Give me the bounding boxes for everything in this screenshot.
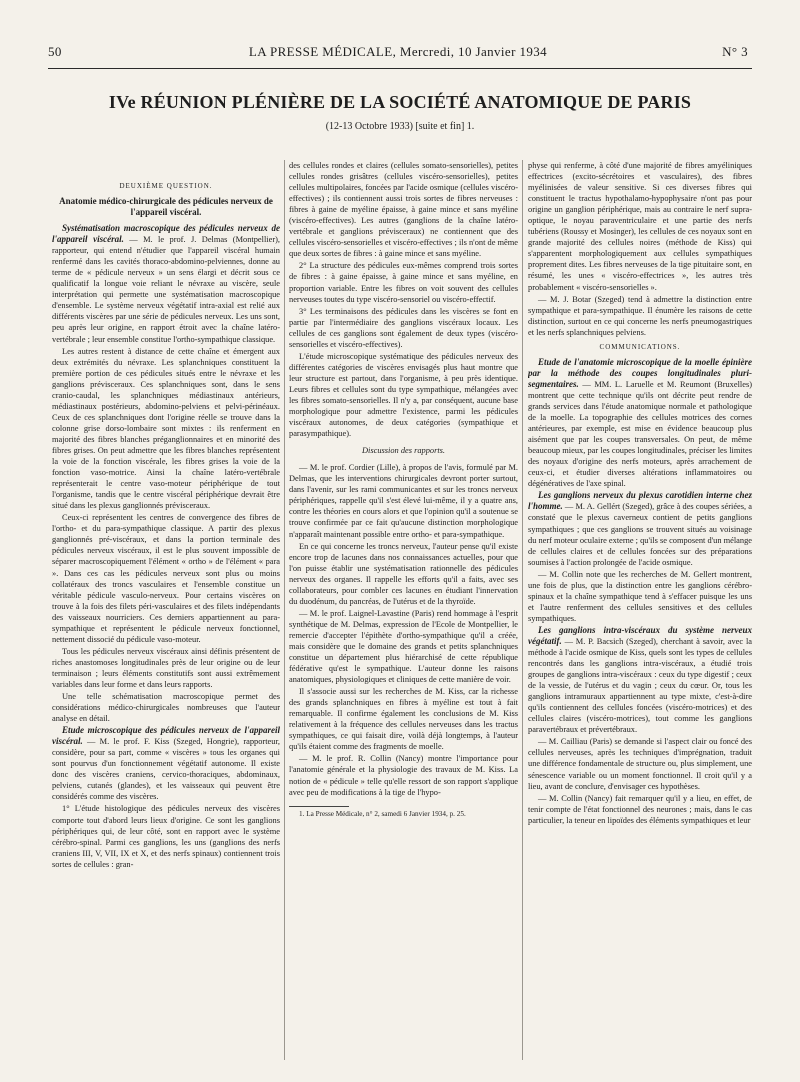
section-label: DEUXIÈME QUESTION. — [119, 182, 213, 190]
paragraph: Une telle schématisation macroscopique permet des considérations médico-chirurgicales nombreuses que l'auteur analyse en détail. — [52, 692, 280, 724]
column-divider — [522, 160, 523, 1060]
paragraph: Les autres restent à distance de cette chaîne et émergent aux deux extrémités du névraxe. Les splanchniques constituent la première portion de ces pédicules situés entre le névraxe et les ganglions prévisceraux. Ces splanchniques sont, dans le sens cranio-caudal, les splanchniques médiastinaux antérieurs, médiastinaux postérieurs, abdomino-pelviens et pelvi-périnéaux. Ceux de ces splanchniques dont l'origine réelle se trouve dans la colonne grise dorso-lombaire sont mixtes : ils renferment en majorité des fibres blanches préganglionnaires et en minorité des fibres grises. On peut admettre que les fibres blanches représentent la voie de la fonction viscérale, les fibres grises la voie de la fonction vaso-motrice. Ainsi la chaîne latéro-vertébrale représenterait le centre vaso-moteur périphérique de tout l'organisme, tandis que le centre viscéral périphérique devrait être situé dans les plexus ganglionnés prévisceraux. — [52, 346, 280, 511]
column-2 — [289, 160, 518, 1060]
paragraph: L'étude microscopique systématique des pédicules nerveux des différentes catégories de viscères envisagés plus haut montre que leur structure est partout, dans l'organisme, à peu près identique. Leurs fibres et cellules sont du type sympathique, mélangées avec les fibres somato-sensorielles. Il n'y a, par conséquent, aucune base morphologique pour admettre l'existence, parmi les pédicules viscéraux autonomes, de deux catégories (sympathique et parasympathique). — [289, 351, 518, 439]
paragraph: physe qui renferme, à côté d'une majorité de fibres amyéliniques effectrices (excito-sécrétoires et vasculaires), des fibres myélinisées de valeur sensitive. Si ces diverses fibres qui constituent le tractus hypothalamo-hypophysaire n'ont pas pour origine un ganglion périphérique, mais au contraire le nerf supra-optique, le noyau paraventriculaire et une partie des nerfs tubériens (Roussy et Mosinger), les cellules de ces noyaux sont en grande majorité des cellules noires (méthode de Kiss) qui s'apparentent morphologiquement aux cellules sympathiques proprement dites. Les fibres nerveuses de la tige pituitaire sont, en résumé, les unes « viscéro-effectrices », les autres très probablement « viscéro-sensorielles ». — [528, 161, 752, 292]
footnote: 1. La Presse Médicale, n° 2, samedi 6 Janvier 1934, p. 25. — [299, 809, 466, 818]
sub-heading: Les ganglions nerveux du plexus carotidien interne chez l'homme. — [528, 490, 752, 512]
journal-title: LA PRESSE MÉDICALE, Mercredi, 10 Janvier 1934 — [248, 44, 548, 59]
header-rule — [48, 68, 752, 69]
paragraph: — MM. L. Laruelle et M. Reumont (Bruxelles) montrent que cette technique qu'ils ont décrite peut rendre de grands services dans l'étude anatomique normale et pathologique de la moelle. La topographie des cellules motrices des cornes antérieures, par exemple, est mise en évidence beaucoup plus aisément que par les coupes transversales. On peut, de même beaucoup mieux, par les coupes longitudinales, préciser les limites des noyaux d'origine des nerfs moteurs, après arrachement de ceux-ci, et étudier diverses altérations inflammatoires ou dégénératives de l'axe spinal. — [528, 379, 752, 489]
paragraph: — M. le prof. Laignel-Lavastine (Paris) rend hommage à l'esprit synthétique de M. Delmas, expression de l'Ecole de Montpellier, le remercie d'accepter l'épithète d'ortho-sympathique qu'il a créée, mais considère que le domaine des grands et petits splanchniques constitue un département plus hiérarchisé de cette république fédérative qu'est le sympathique. L'auteur donne les raisons anatomiques, physiologiques et cliniques de cette manière de voir. — [289, 608, 518, 685]
communications-label: COMMUNICATIONS. — [599, 342, 681, 351]
paragraph: 1° L'étude histologique des pédicules nerveux des viscères comporte tout d'abord leurs lieux d'origine. Ce sont les ganglions périphériques qui, de leur côté, sont en rapport avec le système cérébro-spinal. Parmi ces ganglions, les uns (ganglions des nerfs craniens III, V, VII, IX et X, et des nerfs spinaux) contiennent trois sortes de cellules : gran- — [52, 804, 280, 869]
sub-heading: Les ganglions intra-viscéraux du système nerveux végétatif. — [528, 624, 752, 646]
paragraph: — M. le prof. J. Delmas (Montpellier), rapporteur, qui entend n'étudier que l'appareil viscéral humain renfermé dans les cavités thoraco-abdomino-pelviennes, donne au terme de « pédicule nerveux » un sens élargi et décrit sous ce qualificatif la longue voie reliant le névraxe au viscère, seule interprétation qui permette une systématisation macroscopique d'ensemble. Le système nerveux végétatif intra-axial est relié aux différents viscères par une série de pédicules nerveux. Les uns sont, peu après leur origine, en rapport étroit avec la chaîne latéro-vertébrale ; leur ensemble constitue l'ortho-sympathique classique. — [52, 235, 280, 344]
paragraph: Ceux-ci représentent les centres de convergence des fibres de l'ortho- et du para-sympathique classique. A partir des plexus ganglionnés pré-viscéraux, et dans la portion terminale des pédicules nerveux viscéraux, il est le plus souvent impossible de séparer macroscopiquement l'élément « ortho » de l'élément « para ». Dans ces cas les pédicules nerveux sont plus ou moins collatéraux des troncs vasculaires et l'ensemble constitue un véritable pédicule vasculo-nerveux. Pour certains viscères on trouve à la fois des filets péri-vasculaires et des filets indépendants des vaisseaux nourriciers. Ces derniers appartiennent au para-sympathique et représentent le pédicule nerveux fonctionnel, nettement dissocié du pédicule vaso-moteur. — [52, 513, 280, 644]
paragraph: — M. le prof. Cordier (Lille), à propos de l'avis, formulé par M. Delmas, que les interventions chirurgicales devront porter surtout, dans l'avenir, sur les rami communicantes et sur les troncs nerveux périphériques, rappelle qu'il s'est élevé lui-même, il y a quatre ans, contre les théories en cours alors et que l'opinion qu'il a soutenue se trouve confirmée par ce fait qu'aucune distinction morphologique n'apparaît maintenant possible entre ortho- et para-sympathique. — [289, 463, 518, 539]
paragraph: Tous les pédicules nerveux viscéraux ainsi définis présentent de riches anastomoses longitudinales près de leur origine ou de leur terminaison ; leurs éléments constitutifs sont aussi extrêmement variables dans leur forme et dans leurs rapports. — [52, 646, 280, 689]
paragraph: 2° La structure des pédicules eux-mêmes comprend trois sortes de fibres : à gaine épaisse, à gaine mince et sans myéline, en proportion variable. Entre les fibres on voit souvent des cellules nerveuses toutes du type viscéro-sensoriel ou viscéro-effectif. — [289, 261, 518, 304]
paragraph: 3° Les terminaisons des pédicules dans les viscères se font en partie par l'intermédiaire des ganglions viscéraux locaux. Les cellules de ces ganglions sont également de deux types (viscéro-sensorielles et viscéro-effectives). — [289, 306, 518, 349]
column-1 — [52, 181, 280, 1081]
page-header — [48, 44, 748, 64]
sub-heading: Etude de l'anatomie microscopique de la moelle épinière par la méthode des coupes longitudinales pluri-segmentaires. — [528, 356, 752, 389]
paragraph: — M. le prof. F. Kiss (Szeged, Hongrie), rapporteur, considère, pour sa part, comme « viscères » tous les organes qui sont pourvus d'un fonctionnement végétatif autonome. Il existe donc des viscères craniens, cervico-thoraciques, abdominaux, pelviens, cutanés (glandes), et les vaisseaux qui peuvent être considérés comme des viscères. — [52, 737, 280, 802]
paragraph: — M. le prof. R. Collin (Nancy) montre l'importance pour l'anatomie générale et la physiologie des travaux de M. Kiss. La notion de « pédicule » telle qu'elle ressort de son rapport s'applique avec peu de modifications à la tige de l'hypo- — [289, 754, 518, 797]
paragraph: — M. Collin (Nancy) fait remarquer qu'il y a lieu, en effet, de tenir compte de l'état fonctionnel des neurones ; mais, dans le cas particulier, la teneur en lipoïdes des éléments sympathiques et leur — [528, 793, 752, 825]
paragraph: — M. A. Gellért (Szeged), grâce à des coupes sériées, a constaté que le plexus caverneux contient de petits ganglions sympathiques ; que ces ganglions se trouvent situés au voisinage du nerf moteur oculaire externe ; qu'ils se composent d'un mélange de cellules claires et de cellules foncées sur des préparations soumises à l'action prolongée de l'acide osmique. — [528, 502, 752, 567]
footnote-rule — [289, 806, 349, 807]
title-text: RÉUNION PLÉNIÈRE DE LA SOCIÉTÉ ANATOMIQUE DE PARIS — [140, 92, 692, 112]
issue-number: N° 3 — [722, 44, 748, 59]
sub-heading: Systématisation macroscopique des pédicules nerveux de l'appareil viscéral. — [52, 223, 280, 245]
paragraph: — M. P. Bacsich (Szeged), cherchant à savoir, avec la méthode à l'acide osmique de Kiss, quels sont les types de cellules rencontrés dans les ganglions intra-viscéraux, a étudié trois groupes de ganglions intra-viscéraux : ceux du type digestif ; ceux de la vessie, de l'utérus et du vagin ; ceux du cœur. Or, tous les ganglions intramuraux appartiennent au type mixte, c'est-à-dire qu'ils contiennent des cellules foncées (viscéro-motrices) et des cellules claires (viscéro-motrices), tout comme les ganglions paravertébraux et prévertébraux. — [528, 636, 752, 735]
article-title — [48, 92, 752, 113]
title-ordinal: IVe — [108, 92, 136, 112]
section-title: Anatomie médico-chirurgicale des pédicules nerveux de l'appareil viscéral. — [59, 196, 273, 218]
paragraph: des cellules rondes et claires (cellules somato-sensorielles), petites cellules rondes grisâtres (cellules viscéro-sensorielles), petites cellules multipolaires, foncées par l'acide osmique (cellules viscéro-effectives) ; ils contiennent aussi trois sortes de fibres nerveuses : fibres à gaine de myéline épaisse, à gaine mince et sans myéline (viscéro-effectives). Les autres (ganglions de la chaîne latéro-vertébrale et ganglions prévisceraux) ne contiennent que des cellules viscéro-sensorielles et viscéro-effectives ; ils n'ont de même que deux sortes de fibres : à gaine mince et sans myéline. — [289, 161, 518, 259]
paragraph: — M. Cailliau (Paris) se demande si l'aspect clair ou foncé des cellules nerveuses, après les techniques d'imprégnation, traduit une différence fondamentale de structure ou, plus simplement, une sénescence variable ou un moment fonctionnel. Il croit qu'il y a lieu, avant de conclure, d'envisager ces hypothèses. — [528, 737, 752, 791]
paragraph: — M. Collin note que les recherches de M. Gellert montrent, une fois de plus, que la distinction entre les ganglions cérébro-spinaux et la chaîne sympathique tend à s'effacer puisque les uns et l'autre renferment des cellules sensitives et des cellules sympathiques. — [528, 569, 752, 623]
article-subtitle: (12-13 Octobre 1933) [suite et fin] 1. — [325, 121, 475, 132]
paragraph: Il s'associe aussi sur les recherches de M. Kiss, car la richesse des grands splanchniques en fibres à myéline est tout à fait remarquable. Il confirme également les conclusions de M. Kiss relativement à la fréquence des cellules nerveuses dans les tractus sympathiques, ce qui faisait dire, voilà déjà longtemps, à l'auteur qu'ils étaient comme des fragments de moelle. — [289, 687, 518, 752]
page-number: 50 — [48, 44, 62, 59]
column-3 — [528, 160, 752, 1060]
column-divider — [284, 160, 285, 1060]
discussion-heading: Discussion des rapports. — [361, 446, 446, 456]
paragraph: En ce qui concerne les troncs nerveux, l'auteur pense qu'il existe encore trop de lacunes dans nos connaissances actuelles, pour que l'on puisse établir une systématisation rationnelle des pédicules nerveux des organes. Il rappelle les efforts qu'il a faits, avec ses collaborateurs, pour combler ces lacunes en étudiant l'innervation du duodénum, du pancréas, de l'utérus et de la thyroïde. — [289, 541, 518, 606]
sub-heading: Etude microscopique des pédicules nerveux de l'appareil viscéral. — [52, 725, 280, 747]
paragraph: — M. J. Botar (Szeged) tend à admettre la distinction entre sympathique et para-sympathique. Il énumère les raisons de cette distinction, surtout en ce qui concerne les nerfs pneumogastriques et les nerfs splanchniques pelviens. — [528, 294, 752, 337]
